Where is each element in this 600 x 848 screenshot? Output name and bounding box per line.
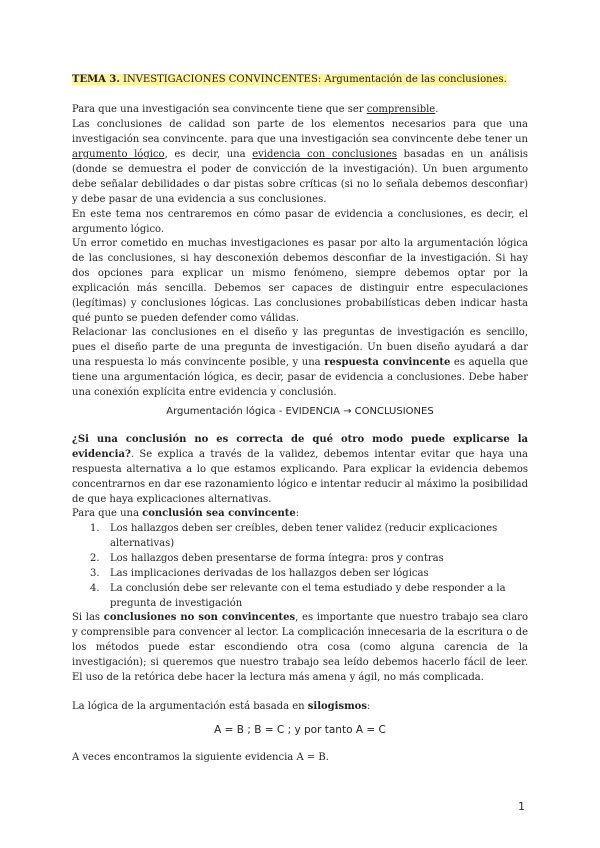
title-label: TEMA 3. <box>72 74 120 85</box>
list-item <box>90 551 528 566</box>
bold-question: ¿Si una conclusión no es correcta de qué otro modo puede explicarse la evidencia? <box>72 434 528 460</box>
list-intro-colon: : <box>295 508 300 519</box>
not-convincing-text-2: , es importante que nuestro trabajo sea claro y comprensible para convencer al lector. La complicación innecesaria de la escritura o de los métodos puede estar escondiendo otra cosa (como alguna carencia de la investigación); si queremos que nuestro trabajo sea leído debemos hacerlo fácil de leer. El uso de la retórica debe hacer la lectura más amena y ágil, no más complicada. <box>72 612 528 683</box>
convincing-conditions <box>72 506 528 611</box>
bold-silogismos: silogismos <box>307 701 367 712</box>
title-highlight <box>72 74 507 85</box>
not-convincing-text: Si las <box>72 612 104 623</box>
list-item <box>90 521 528 551</box>
underlined-argumento: argumento lógico <box>72 149 165 160</box>
relation-text: Relacionar las conclusiones en el diseño y las preguntas de investigación es sencillo, pues el diseño parte de una pregunta de investigación. Un buen diseño ayudará a dar una respuesta lo más convincente posible, y una <box>72 327 528 368</box>
list-item-text: La conclusión debe ser relevante con el tema estudiado y debe responder a la pregunta de investigación <box>110 583 506 609</box>
list-number: 1. <box>90 523 100 534</box>
paragraph-syllogism-intro <box>72 699 528 714</box>
syllogism-formula: A = B ; B = C ; y por tanto A = C <box>214 724 386 736</box>
question-text: . Se explica a través de la validez, debemos intentar evitar que haya una respuesta alternativa a lo que estamos explicando. Para explicar la evidencia debemos concentrarnos en dar ese razonamiento lógico e intentar reducir al máximo la posibilidad de que haya explicaciones alternativas. <box>72 449 528 505</box>
intro-focus-sentence: En este tema nos centraremos en cómo pasar de evidencia a conclusiones, es decir, el argumento lógico. <box>72 209 528 235</box>
intro-body <box>72 117 528 207</box>
list-item <box>90 581 528 611</box>
list-number: 2. <box>90 553 100 564</box>
underlined-comprensible: comprensible <box>366 104 436 115</box>
list-intro <box>72 506 528 521</box>
intro-text: Para que una investigación sea convincente tiene que ser <box>72 104 367 115</box>
argument-flow: Argumentación lógica - EVIDENCIA → CONCLUSIONES <box>166 406 434 417</box>
list-number: 3. <box>90 568 100 579</box>
list-number: 4. <box>90 583 100 594</box>
list-item-text: Los hallazgos deben ser creíbles, deben tener validez (reducir explicaciones alternativas) <box>110 523 498 549</box>
conditions-list <box>90 521 528 611</box>
syllogism-intro-text: La lógica de la argumentación está basada en <box>72 701 308 712</box>
underlined-evidencia: evidencia con conclusiones <box>252 149 397 160</box>
list-item <box>90 566 528 581</box>
title-text: INVESTIGACIONES CONVINCENTES: Argumentación de las conclusiones. <box>119 74 507 85</box>
paragraph-question <box>72 432 528 507</box>
bold-conclusion-convincente: conclusión sea convincente <box>142 508 296 519</box>
paragraph-not-convincing <box>72 610 528 685</box>
paragraph-error: Un error cometido en muchas investigaciones es pasar por alto la argumentación lógica de las conclusiones, si hay desconexión debemos desconfiar de la investigación. Si hay dos opciones para explicar un mismo fenómeno, siempre debemos optar por la explicación más sencilla. Debemos ser capaces de distinguir entre especulaciones (legítimas) y conclusiones lógicas. Las conclusiones probabilísticas deben indicar hasta qué punto se pueden defender como válidas. <box>72 238 528 324</box>
page-number: 1 <box>518 800 525 813</box>
intro-body-text: Las conclusiones de calidad son parte de los elementos necesarios para que una investigación sea convincente. para que una investigación sea convincente debe tener un <box>72 119 528 145</box>
intro-body-text-2: , es decir, una <box>164 149 253 160</box>
list-intro-text: Para que una <box>72 508 143 519</box>
relation-text-2: es aquella que tiene una argumentación lógica, es decir, pasar de evidencia a conclusiones. Debe haber una conexión explícita entre evidencia y conclusión. <box>72 357 528 398</box>
bold-no-convincentes: conclusiones no son convincentes <box>103 612 296 623</box>
intro-period: . <box>435 104 439 115</box>
list-item-text: Las implicaciones derivadas de los hallazgos deben ser lógicas <box>110 568 429 579</box>
intro-line <box>72 102 528 117</box>
paragraph-intro <box>72 102 528 237</box>
section-title <box>72 72 528 87</box>
bold-respuesta-convincente: respuesta convincente <box>324 357 451 368</box>
paragraph-relation <box>72 325 528 400</box>
intro-body-text-3: basadas en un análisis (donde se demuestra el poder de convicción de la investigación). Un buen argumento debe señalar debilidades o dar pistas sobre críticas (si no lo señala debemos desconfiar) y debe pasar de una evidencia a sus conclusiones. <box>72 149 528 205</box>
syllogism-intro-colon: : <box>366 701 371 712</box>
list-item-text: Los hallazgos deben presentarse de forma íntegra: pros y contras <box>110 553 444 564</box>
paragraph-evidence-example: A veces encontramos la siguiente evidencia A = B. <box>72 752 329 763</box>
